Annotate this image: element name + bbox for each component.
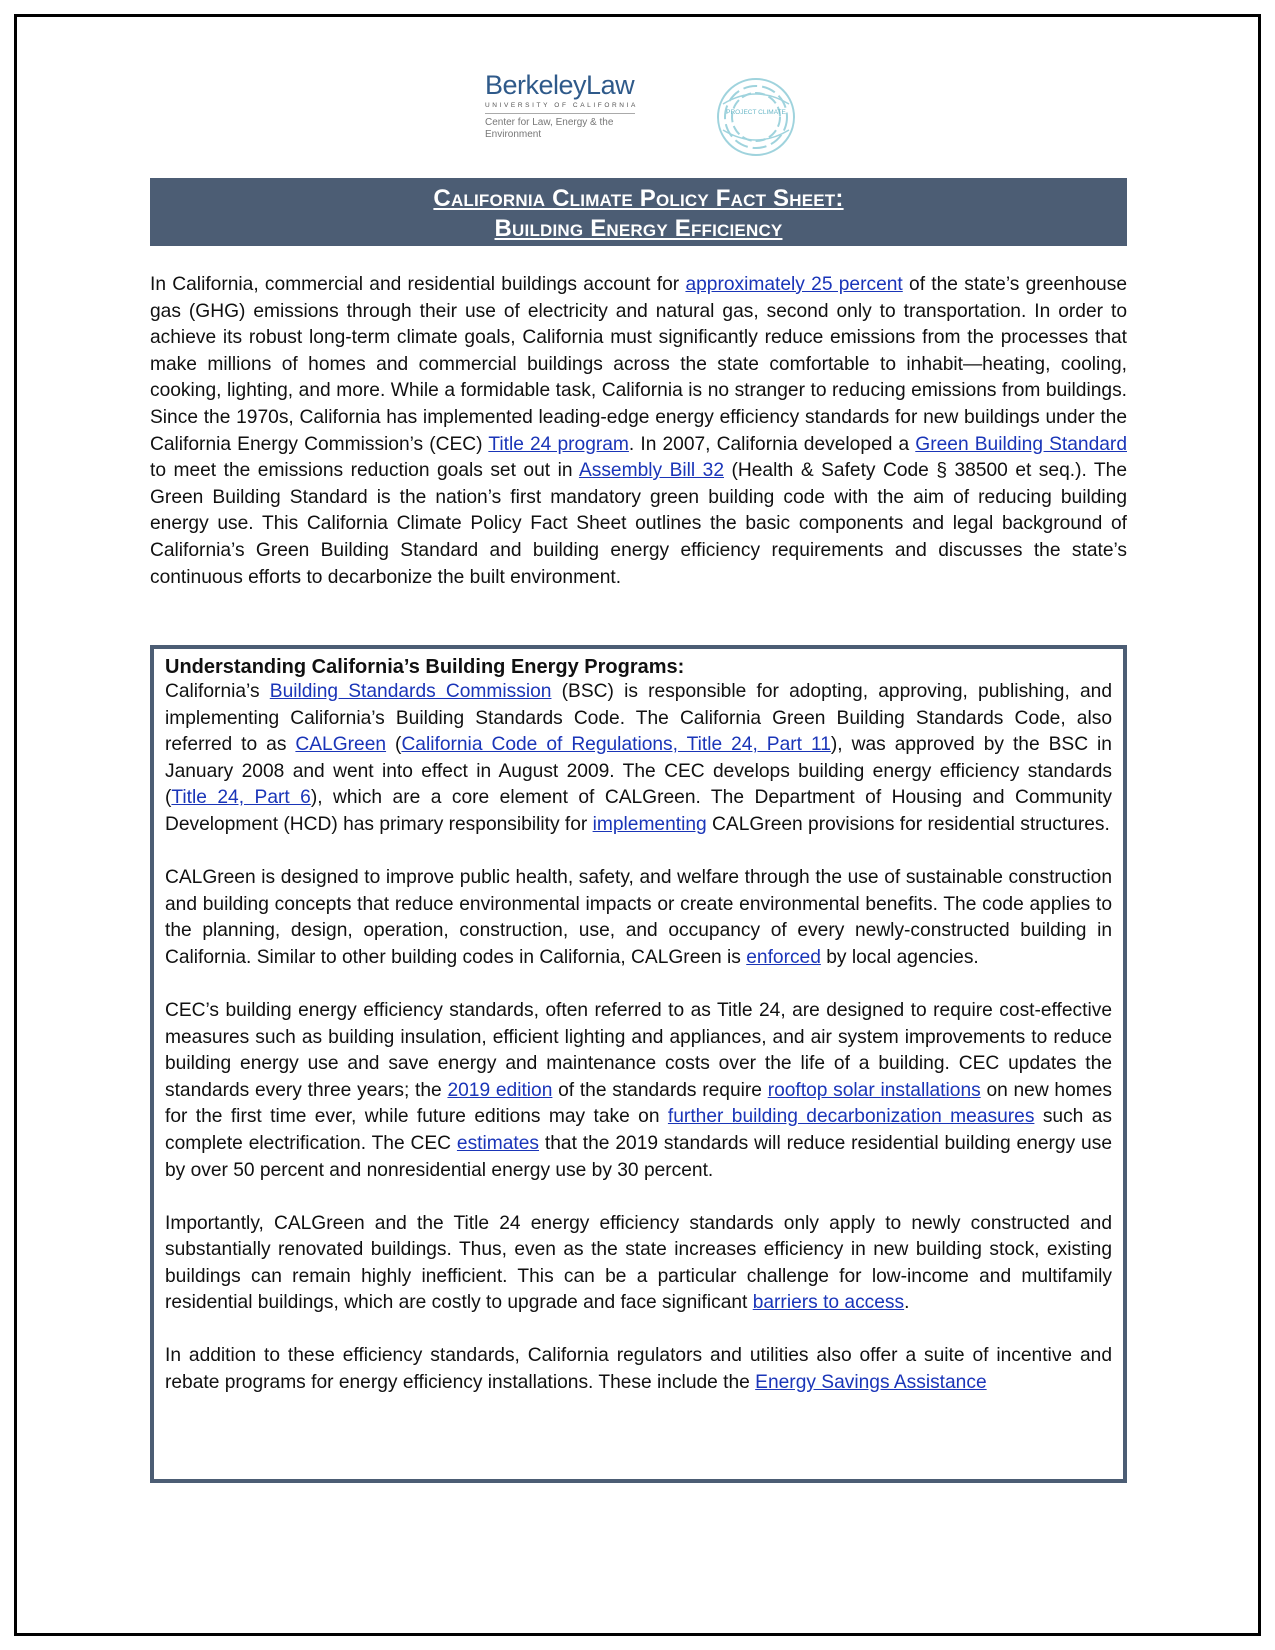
link-assembly-bill-32[interactable]: Assembly Bill 32	[578, 460, 724, 482]
link-approximately-25-percent[interactable]: approximately 25 percent	[685, 274, 903, 295]
intro-text: . In 2007, California developed a	[628, 433, 916, 455]
paragraph-text: of the standards require	[552, 1079, 768, 1101]
project-climate-logo-icon	[713, 74, 799, 160]
link-barriers-to-access[interactable]: barriers to access	[752, 1292, 905, 1314]
paragraph-text: In addition to these efficiency standards, California regulators and utilities also offer a suite of incentive and rebate programs for energy efficiency installations. These include the	[165, 1345, 1112, 1394]
paragraph-text: on new homes for the first time ever, while future editions may take on	[165, 1079, 1113, 1128]
intro-paragraph	[150, 272, 1127, 591]
link-enforced[interactable]: enforced	[746, 946, 821, 968]
link-title-24-part-6[interactable]: Title 24, Part 6	[171, 787, 311, 809]
link-energy-savings-assistance[interactable]: Energy Savings Assistance	[755, 1372, 987, 1394]
link-green-building-standard[interactable]: Green Building Standard	[915, 433, 1127, 455]
paragraph-text: .	[904, 1292, 910, 1314]
link-ccr-title-24-part-11[interactable]: California Code of Regulations, Title 24, Part 11	[401, 734, 831, 756]
intro-text: to meet the emissions reduction goals set out in	[150, 460, 579, 482]
box-paragraph-calgreen	[165, 865, 1112, 971]
building-programs-box	[150, 645, 1127, 1483]
link-2019-edition[interactable]: 2019 edition	[447, 1079, 553, 1101]
logo-divider	[485, 113, 635, 114]
berkeley-center: Center for Law, Energy & the Environment	[485, 117, 614, 140]
paragraph-text: CALGreen provisions for residential structures.	[706, 813, 1110, 835]
paragraph-text: (BSC) is responsible for adopting, approving, publishing, and implementing California’s Building Standards Code. The California Green Building Standards Code, also referred to as	[165, 681, 1112, 756]
paragraph-text: Importantly, CALGreen and the Title 24 energy efficiency standards only apply to newly constructed and substantially renovated buildings. Thus, even as the state increases efficiency in new building stock, existing buildings can remain highly inefficient. This can be a particular challenge for low-income and multifamily residential buildings, which are costly to upgrade and face significant	[165, 1212, 1112, 1314]
paragraph-text: California’s	[165, 681, 270, 702]
project-climate-text: PROJECT CLIMATE	[726, 109, 786, 116]
box-paragraph-bsc	[165, 679, 1112, 839]
paragraph-text: ), was approved by the BSC in January 2008 and went into effect in August 2009. The CEC develops building energy efficiency standards (	[165, 734, 1112, 809]
paragraph-text: ), which are a core element of CALGreen. The Department of Housing and Community Development (HCD) has primary responsibility for	[165, 787, 1112, 835]
paragraph-text: CEC’s building energy efficiency standards, often referred to as Title 24, are designed to require cost-effective measures such as building insulation, efficient lighting and appliances, and air system improvements to reduce building energy use and save energy and maintenance costs over the life of a building. CEC updates the standards every three years; the	[165, 999, 1112, 1101]
link-title-24-program[interactable]: Title 24 program	[488, 433, 629, 455]
paragraph-text: CALGreen is designed to improve public health, safety, and welfare through the use of sustainable construction and building concepts that reduce environmental impacts or create environmental benefits. The code applies to the planning, design, operation, construction, use, and occupancy of every newly-constructed building in California. Similar to other building codes in California, CALGreen is	[165, 867, 1112, 968]
paragraph-text: (	[386, 734, 402, 756]
berkeley-university: UNIVERSITY OF CALIFORNIA	[485, 102, 638, 109]
link-estimates[interactable]: estimates	[456, 1132, 540, 1154]
title-line-1: California Climate Policy Fact Sheet:	[433, 185, 844, 212]
link-further-building-decarbonization-measures[interactable]: further building decarbonization measures	[667, 1106, 1035, 1128]
box-heading: Understanding California’s Building Energy Programs:	[165, 656, 685, 678]
intro-text: In California, commercial and residential buildings account for	[150, 274, 686, 295]
link-rooftop-solar-installations[interactable]: rooftop solar installations	[767, 1079, 981, 1101]
link-calgreen[interactable]: CALGreen	[295, 734, 387, 756]
box-paragraph-existing-buildings	[165, 1211, 1112, 1317]
intro-text: of the state’s greenhouse gas (GHG) emissions through their use of electricity and natural gas, second only to transportation. In order to achieve its robust long-term climate goals, California must significantly reduce emissions from the processes that make millions of homes and commercial buildings across the state comfortable to inhabit—heating, cooling, cooking, lighting, and more. While a formidable task, California is no stranger to reducing emissions from buildings. Since the 1970s, California has implemented leading-edge energy efficiency standards for new buildings under the California Energy Commission’s (CEC)	[150, 274, 1127, 455]
berkeley-law-logo	[485, 70, 655, 141]
intro-text: (Health & Safety Code § 38500 et seq.). The Green Building Standard is the nation’s first mandatory green building code with the aim of reducing building energy use. This California Climate Policy Fact Sheet outlines the basic components and legal background of California’s Green Building Standard and building energy efficiency requirements and discusses the state’s continuous efforts to decarbonize the built environment.	[150, 460, 1127, 588]
link-building-standards-commission[interactable]: Building Standards Commission	[269, 681, 552, 702]
header-logos	[485, 70, 805, 160]
link-implementing[interactable]: implementing	[592, 813, 707, 835]
paragraph-text: such as complete electrification. The CEC	[165, 1106, 1112, 1154]
box-paragraph-cec-standards	[165, 998, 1112, 1184]
paragraph-text: that the 2019 standards will reduce residential building energy use by over 50 percent and nonresidential energy use by 30 percent.	[165, 1132, 1112, 1181]
title-line-2: Building Energy Efficiency	[494, 215, 783, 242]
paragraph-text: by local agencies.	[820, 946, 979, 968]
title-banner	[150, 178, 1127, 246]
berkeley-law-name: BerkeleyLaw	[485, 70, 635, 100]
box-paragraph-incentives	[165, 1343, 1112, 1396]
